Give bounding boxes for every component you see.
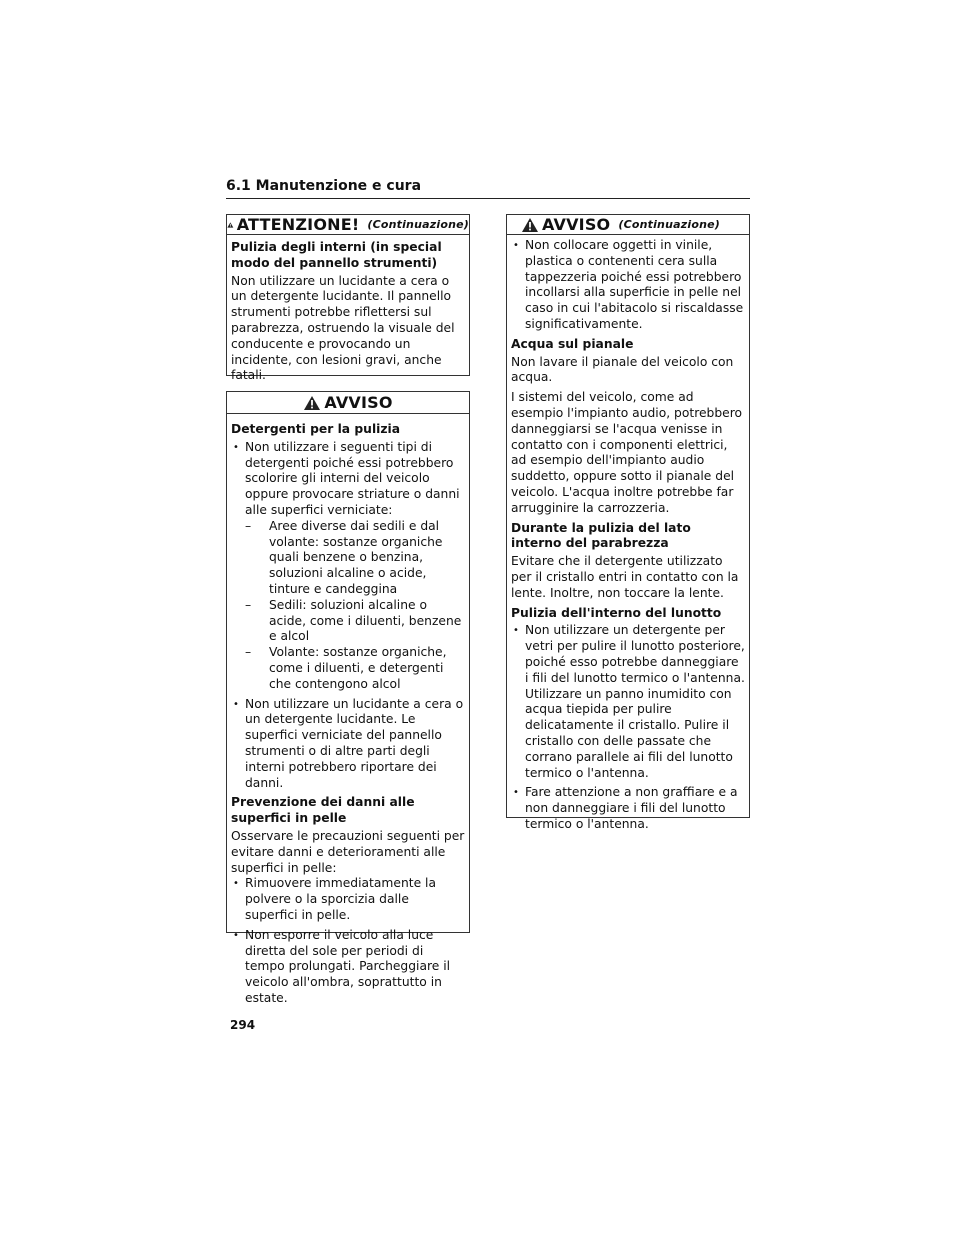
notice-text: Non lavare il pianale del veicolo con acqua. [511, 354, 734, 385]
list-item [231, 440, 465, 693]
section-title: 6.1 Manutenzione e cura [226, 178, 750, 199]
notice-box-header [227, 392, 469, 414]
warning-triangle-icon [227, 217, 234, 233]
warning-box [226, 214, 470, 383]
list-item: • Non utilizzare un lucidante a cera o un detergente lucidante. Le superfici verniciate del pannello strumenti o di altre parti degli interni potrebbero riportare dei danni. [231, 697, 465, 792]
warning-text: Non utilizzare un lucidante a cera o un detergente lucidante. Il pannello strumenti potrebbe riflettersi sul parabrezza, ostruendo la visuale del conducente e provocando un incidente, con lesioni gravi, anche fatali. [231, 273, 455, 383]
sub-list-item-text: Volante: sostanze organiche, come i diluenti, e detergenti che contengono alcol [269, 645, 447, 691]
continued-label: (Continuazione) [367, 218, 469, 231]
list-item: • Non esporre il veicolo alla luce diretta del sole per periodi di tempo prolungati. Parcheggiare il veicolo all'ombra, soprattutto in estate. [231, 928, 465, 1007]
sub-list-item-text: Aree diverse dai sedili e dal volante: sostanze organiche quali benzene o benzina, soluzioni alcaline o acide, tinture e candeggina [269, 518, 443, 596]
warning-box-header [227, 215, 469, 235]
list-item: • Non utilizzare un detergente per vetri per pulire il lunotto posteriore, poiché esso potrebbe danneggiare i fili del lunotto termico o l'antenna. Utilizzare un panno inumidito con acqua tiepida per pulire delicatamente il cristallo. Pulire il cristallo con delle passate che corrano parallele ai fili del lunotto termico o l'antenna. [511, 623, 745, 781]
list-item: • Non collocare oggetti in vinile, plastica o contenenti cera sulla tappezzeria poiché essi potrebbero incollarsi alla superficie in pelle nel caso in cui l'abitacolo si riscaldasse significativamente. [511, 238, 745, 333]
dash-mark: – [245, 518, 252, 533]
notice-heading: Pulizia dell'interno del lunotto [511, 605, 722, 620]
list-item: • Fare attenzione a non graffiare e a non danneggiare i fili del lunotto termico o l'antenna. [511, 785, 745, 832]
warning-title: ATTENZIONE! [236, 215, 360, 234]
list-item-text: Non utilizzare i seguenti tipi di detergenti poiché essi potrebbero scolorire gli interni del veicolo oppure provocare striature o danni alle superfici verniciate: [245, 439, 460, 517]
sub-list-item-text: Sedili: soluzioni alcaline o acide, come i diluenti, benzene e alcol [269, 597, 462, 644]
notice-heading: Detergenti per la pulizia [231, 422, 401, 436]
continued-label: (Continuazione) [618, 218, 720, 231]
notice-heading: Acqua sul pianale [511, 336, 634, 351]
notice-text: I sistemi del veicolo, come ad esempio l'impianto audio, potrebbero danneggiarsi se l'acqua venisse in contatto con i componenti elettrici, ad esempio dell'impianto audio suddetto, oppure sotto il pianale del veicolo. L'acqua inoltre potrebbe far arrugginire la carrozzeria. [511, 390, 743, 515]
notice-text: Osservare le precauzioni seguenti per evitare danni e deterioramenti alle superfici in pelle: [231, 828, 465, 875]
list-item: • Rimuovere immediatamente la polvere o la sporcizia dalle superfici in pelle. [231, 876, 465, 923]
notice-heading: Durante la pulizia del lato interno del parabrezza [511, 520, 691, 551]
notice-title: AVVISO [324, 393, 393, 412]
warning-heading: Pulizia degli interni (in special modo del pannello strumenti) [231, 240, 442, 270]
notice-text: Evitare che il detergente utilizzato per il cristallo entri in contatto con la lente. Inoltre, non toccare la lente. [511, 554, 739, 600]
warning-triangle-icon [521, 217, 539, 233]
sub-list-item [245, 598, 465, 645]
notice-heading: Prevenzione dei danni alle superfici in pelle [231, 795, 415, 826]
sub-list-item [245, 645, 465, 692]
warning-triangle-icon [303, 395, 321, 411]
dash-mark: – [245, 597, 252, 612]
notice-box-continued [506, 214, 750, 831]
sub-list-item [245, 519, 465, 598]
notice-title: AVVISO [542, 215, 611, 234]
notice-box-header [507, 215, 749, 235]
page-number: 294 [230, 1018, 256, 1032]
notice-box [226, 391, 470, 1005]
dash-mark: – [245, 645, 252, 660]
